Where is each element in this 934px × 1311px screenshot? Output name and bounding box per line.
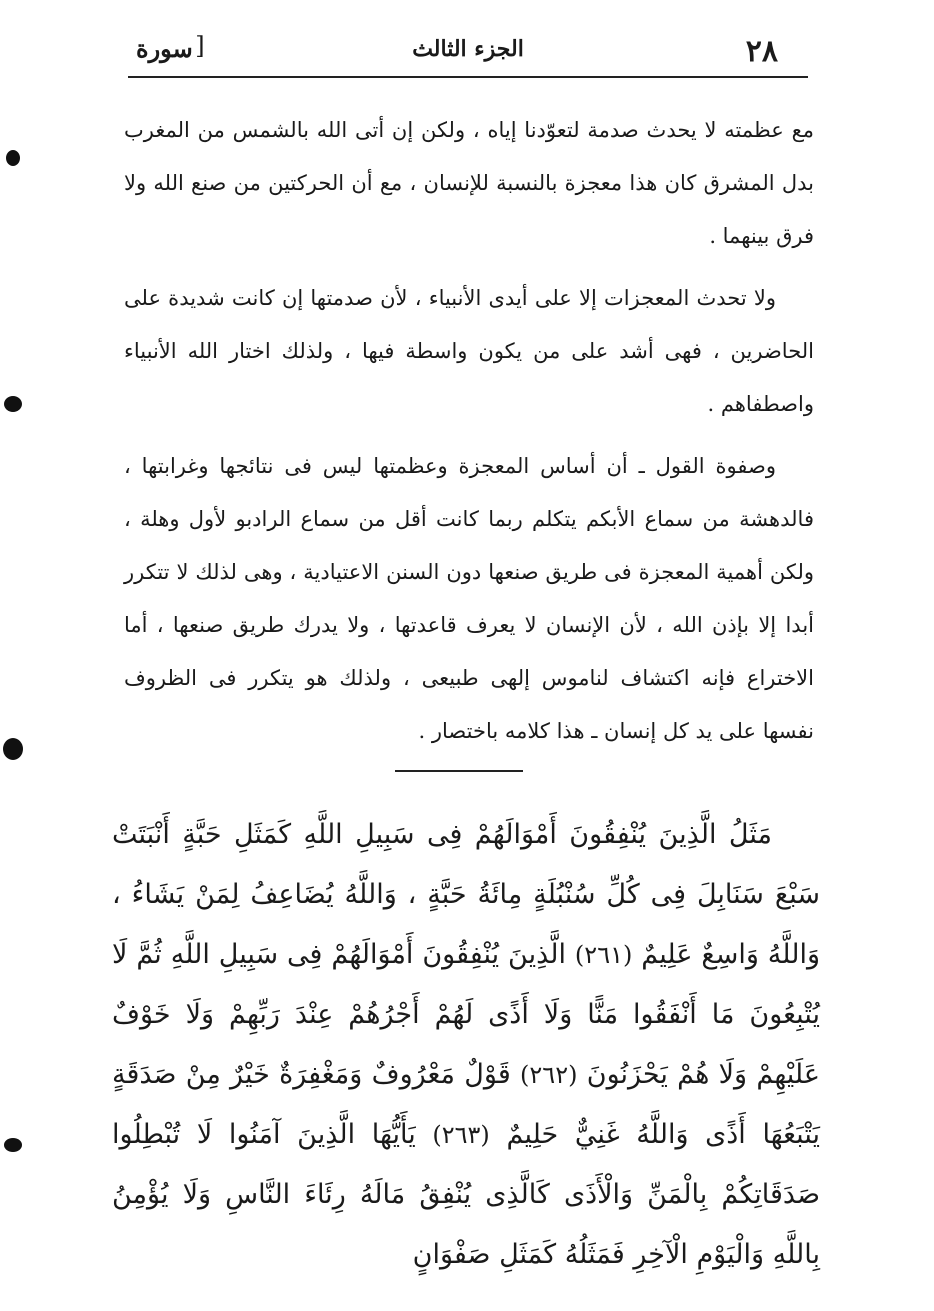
verse-text: قَوْلٌ مَعْرُوفٌ وَمَغْفِرَةٌ خَيْرٌ مِنْ صَدَقَةٍ يَتْبَعُهَا أَذًى وَاللَّهُ غَنِيٌّ حَلِيمٌ xyxy=(112,1059,820,1150)
commentary-paragraph: مع عظمته لا يحدث صدمة لتعوّدنا إياه ، ولكن إن أتى الله بالشمس من المغرب بدل المشرق كان هذا معجزة بالنسبة للإنسان ، مع أن الحركتين من صنع الله ولا فرق بينهما . xyxy=(124,118,814,248)
verse-text: مَثَلُ الَّذِينَ يُنْفِقُونَ أَمْوَالَهُمْ فِى سَبِيلِ اللَّهِ كَمَثَلِ حَبَّةٍ أَنْبَتَتْ سَبْعَ سَنَابِلَ فِى كُلِّ سُنْبُلَةٍ مِائَةُ حَبَّةٍ ، وَاللَّهُ يُضَاعِفُ لِمَنْ يَشَاءُ ، وَاللَّهُ وَاسِعٌ عَلِيمٌ xyxy=(112,819,820,970)
commentary-text xyxy=(124,104,814,767)
header-rule xyxy=(128,76,808,78)
verse-number: (٢٦٣) xyxy=(432,1121,490,1149)
scan-mark xyxy=(3,738,23,760)
verse-number: (٢٦٢) xyxy=(520,1061,578,1089)
part-title: الجزء الثالث xyxy=(412,36,524,62)
verse-text: يَأَيُّهَا الَّذِينَ آمَنُوا لَا تُبْطِلُوا صَدَقَاتِكُمْ بِالْمَنِّ وَالْأَذَى كَالَّذِى يُنْفِقُ مَالَهُ رِئَاءَ النَّاسِ وَلَا يُؤْمِنُ بِاللَّهِ وَالْيَوْمِ الْآخِرِ فَمَثَلُهُ كَمَثَلِ صَفْوَانٍ xyxy=(112,1119,820,1270)
commentary-paragraph: ولا تحدث المعجزات إلا على أيدى الأنبياء ، لأن صدمتها إن كانت شديدة على الحاضرين ، فهى أشد على من يكون واسطة فيها ، ولذلك اختار الله الأنبياء واصطفاهم . xyxy=(124,286,814,416)
scan-mark xyxy=(4,396,22,412)
scan-mark xyxy=(6,150,20,166)
surah-label: [ سورة xyxy=(136,34,193,63)
quran-verses xyxy=(112,805,820,1285)
section-divider xyxy=(395,770,523,772)
page-number: ٢٨ xyxy=(745,34,778,69)
page-header xyxy=(128,30,808,80)
verse-text: الَّذِينَ يُنْفِقُونَ أَمْوَالَهُمْ فِى سَبِيلِ اللَّهِ ثُمَّ لَا يُتْبِعُونَ مَا أَنْفَقُوا مَنًّا وَلَا أَذًى لَهُمْ أَجْرُهُمْ عِنْدَ رَبِّهِمْ وَلَا خَوْفٌ عَلَيْهِمْ وَلَا هُمْ يَحْزَنُونَ xyxy=(112,939,820,1090)
verse-number: (٢٦١) xyxy=(574,941,633,969)
commentary-paragraph: وصفوة القول ـ أن أساس المعجزة وعظمتها ليس فى نتائجها وغرابتها ، فالدهشة من سماع الأبكم يتكلم ربما كانت أقل من سماع الرادبو لأول وهلة ، ولكن أهمية المعجزة فى طريق صنعها دون السنن الاعتيادية ، وهى لذلك لا تتكرر أبدا إلا بإذن الله ، لأن الإنسان لا يعرف قاعدتها ، ولا يدرك طريق صنعها ، أما الاختراع فإنه اكتشاف لناموس إلهى طبيعى ، ولذلك هو يتكرر فى الظروف نفسها على يد كل إنسان ـ هذا كلامه باختصار . xyxy=(124,454,814,743)
scan-mark xyxy=(4,1138,22,1152)
